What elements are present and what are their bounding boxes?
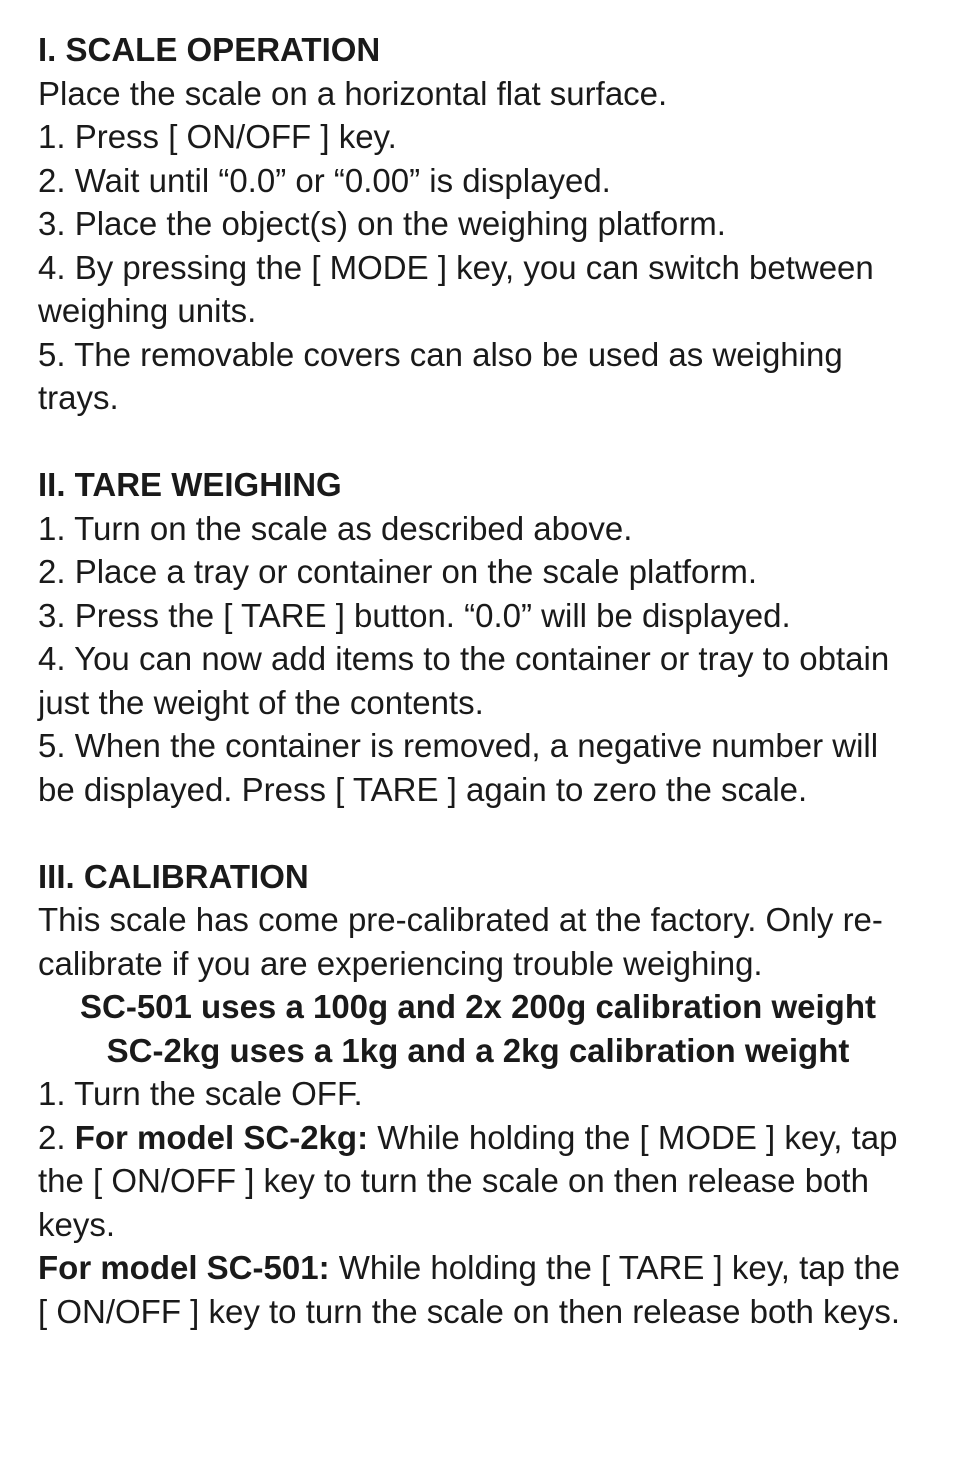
manual-page [38,28,918,1333]
instruction-step: 3. Press the [ TARE ] button. “0.0” will be displayed. [38,596,791,634]
model-label: For model SC-2kg: [74,1118,369,1156]
step-text: While holding the [ TARE ] key, tap the [ ON/OFF ] key to turn the scale on then release both keys. [38,1249,901,1330]
instruction-step: 5. The removable covers can also be used as weighing trays. [38,335,843,416]
section-intro: This scale has come pre-calibrated at the factory. Only re-calibrate if you are experiencing trouble weighing. [38,901,883,982]
calibration-weight-note: SC-501 uses a 100g and 2x 200g calibration weight [80,988,876,1025]
section-heading: I. SCALE OPERATION [38,31,381,68]
step-number: 2. [38,1118,75,1156]
section-scale-operation [38,28,918,420]
instruction-step: 4. By pressing the [ MODE ] key, you can switch between weighing units. [38,248,874,329]
instruction-step: 4. You can now add items to the container or tray to obtain just the weight of the contents. [38,640,890,721]
instruction-step: 5. When the container is removed, a negative number will be displayed. Press [ TARE ] again to zero the scale. [38,727,879,808]
section-calibration [38,855,918,1334]
section-spacer [38,811,918,855]
instruction-step: 1. Press [ ON/OFF ] key. [38,118,397,155]
calibration-weight-note: SC-2kg uses a 1kg and a 2kg calibration weight [106,1031,850,1069]
section-spacer [38,420,918,464]
section-heading: III. CALIBRATION [38,857,309,895]
section-heading: II. TARE WEIGHING [38,466,342,503]
section-intro: Place the scale on a horizontal flat surface. [38,74,668,112]
instruction-step [38,1246,918,1333]
instruction-step: 1. Turn on the scale as described above. [38,509,633,547]
model-label: For model SC-501: [38,1249,330,1286]
instruction-step: 3. Place the object(s) on the weighing platform. [38,205,726,242]
instruction-step: 2. Place a tray or container on the scale platform. [38,553,758,590]
step-text: While holding the [ MODE ] key, tap the [ ON/OFF ] key to turn the scale on then release both keys. [38,1118,898,1243]
instruction-step [38,1116,918,1247]
section-tare-weighing [38,463,918,811]
instruction-step: 1. Turn the scale OFF. [38,1075,363,1112]
instruction-step: 2. Wait until “0.0” or “0.00” is displayed. [38,161,611,199]
